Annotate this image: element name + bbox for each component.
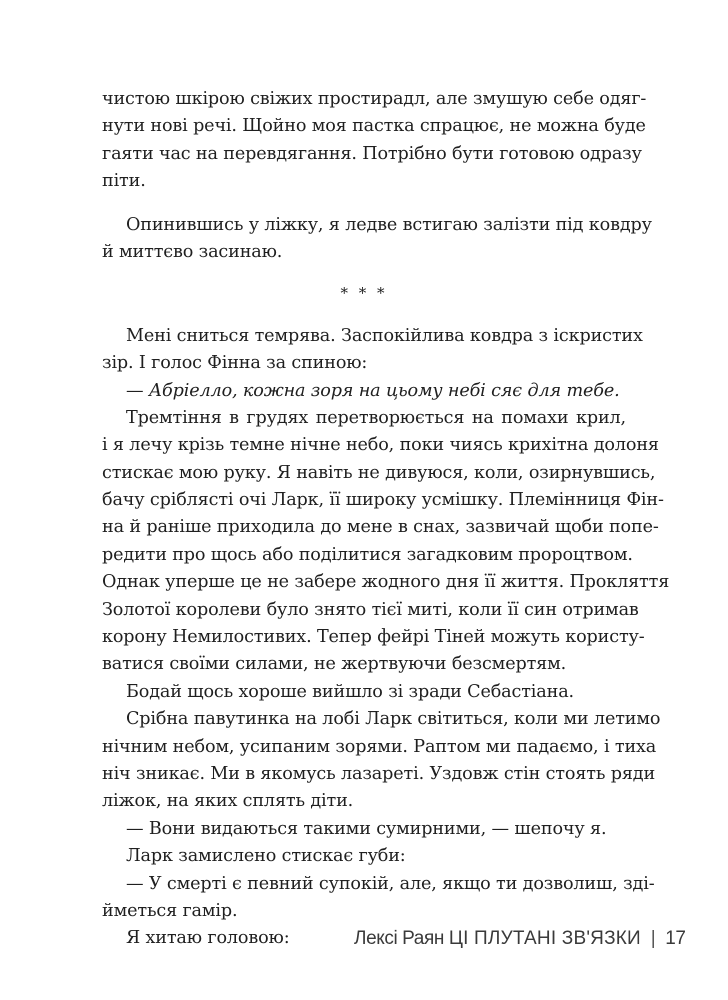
text-line: Ларк замислено стискає губи: — [126, 846, 406, 867]
text-line: Опинившись у ліжку, я ледве встигаю залізти під ковдру — [126, 214, 652, 235]
dialogue-line: — Вони видаються такими сумирними, — шепочу я. — [126, 818, 607, 839]
text-line: Однак уперше це не забере жодного дня її життя. Прокляття — [102, 572, 670, 593]
page-footer — [354, 928, 686, 950]
footer-author: Лексі Раян — [354, 928, 444, 949]
italic-dialogue-line: — Абріелло, кожна зоря на цьому небі сяє для тебе. — [126, 380, 620, 401]
text-line: корону Немилостивих. Тепер фейрі Тіней можуть користу- — [102, 627, 645, 648]
dialogue-line: — У смерті є певний супокій, але, якщо ти дозволиш, зді- — [126, 873, 655, 894]
footer-separator: | — [650, 928, 656, 949]
text-line: Бодай щось хороше вийшло зі зради Себастіана. — [126, 681, 574, 702]
page-number: 17 — [665, 928, 686, 949]
text-line: ніч зникає. Ми в якомусь лазареті. Уздовж стін стоять ряди — [102, 763, 656, 784]
text-line: редити про щось або поділитися загадковим пророцтвом. — [102, 544, 633, 565]
text-line: Мені сниться темрява. Заспокійлива ковдра з іскристих — [126, 325, 643, 346]
text-line: стискає мою руку. Я навіть не дивуюся, коли, озирнувшись, — [102, 462, 656, 483]
footer-book-title: ЦІ ПЛУТАНІ ЗВ'ЯЗКИ — [448, 928, 641, 949]
text-line: ватися своїми силами, не жертвуючи безсмертям. — [102, 654, 567, 675]
text-line: гаяти час на перевдягання. Потрібно бути готовою одразу — [102, 143, 642, 164]
text-line: йметься гамір. — [102, 900, 238, 921]
text-line: бачу сріблясті очі Ларк, її широку усмішку. Племінниця Фін- — [102, 490, 664, 511]
text-line: зір. І голос Фінна за спиною: — [102, 353, 368, 374]
text-line: піти. — [102, 171, 146, 192]
text-line: на й раніше приходила до мене в снах, зазвичай щоби попе- — [102, 517, 659, 538]
book-page-text — [102, 86, 670, 953]
text-line: нічним небом, усипаним зорями. Раптом ми падаємо, і тиха — [102, 736, 657, 757]
text-line: нути нові речі. Щойно моя пастка спрацює, не можна буде — [102, 116, 646, 137]
text-line: й миттєво засинаю. — [102, 241, 283, 262]
text-line: і я лечу крізь темне нічне небо, поки чиясь крихітна долоня — [102, 435, 659, 456]
text-line: Золотої королеви було знято тієї миті, коли її син отримав — [102, 599, 639, 620]
text-line: ліжок, на яких сплять діти. — [102, 791, 354, 812]
section-break: * * * — [340, 284, 388, 303]
text-line: Срібна павутинка на лобі Ларк світиться, коли ми летимо — [126, 709, 661, 730]
text-line: чистою шкірою свіжих простирадл, але змушую себе одяг- — [102, 89, 647, 109]
text-line: Я хитаю головою: — [126, 928, 290, 949]
text-line: Тремтіння в грудях перетворюється на помахи крил, — [126, 407, 626, 428]
